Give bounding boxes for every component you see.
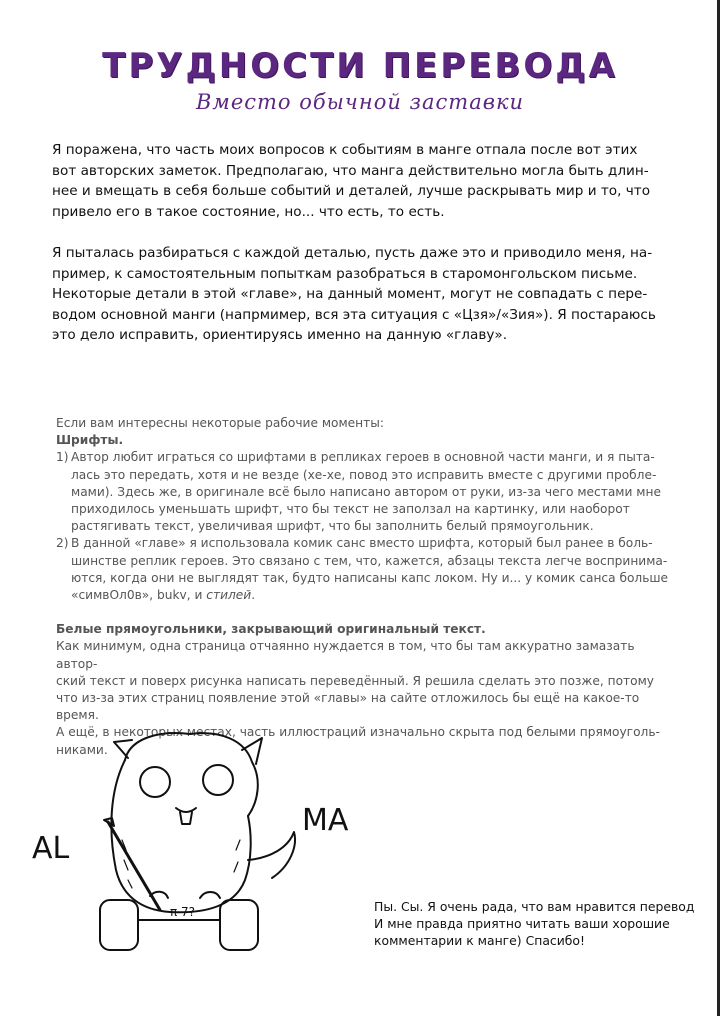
notes-lead: Если вам интересны некоторые рабочие моменты: — [56, 416, 384, 430]
notes-item-1 — [56, 449, 676, 535]
notes-line: Как минимум, одна страница отчаянно нуждается в том, что бы там аккуратно замазать автор- — [56, 639, 635, 671]
intro-line: Я поражена, что часть моих вопросов к событиям в манге отпала после вот этих — [52, 142, 638, 158]
notes-line-suffix: . — [251, 588, 256, 603]
intro-line: водом основной манги (напрмимер, вся эта ситуация с «Цзя»/«Зия»). Я постараюсь — [52, 306, 656, 323]
cat-left-foot — [100, 900, 138, 950]
ps-line: И мне правда приятно читать ваши хорошие — [374, 916, 670, 932]
notes-line-prefix: «симвОл0в», bukv, и — [71, 588, 207, 603]
intro-paragraph-2 — [52, 243, 682, 346]
notes-item-2 — [56, 535, 676, 604]
postscript-note — [374, 898, 704, 950]
work-notes — [56, 415, 676, 759]
sketch-letters-right: MA — [302, 803, 349, 838]
fonts-heading: Шрифты. — [56, 433, 124, 448]
pad-scribble: π 7? — [170, 905, 196, 919]
notes-line: ются, когда они не выглядят так, будто написаны капс локом. Ну и... у комик санса больше — [71, 570, 669, 585]
cat-body-outline — [111, 760, 250, 912]
item-number: 1) — [56, 450, 69, 465]
notes-gap — [56, 604, 676, 621]
notes-line: мами). Здесь же, в оригинале всё было написано автором от руки, из-за чего местами мне — [71, 484, 661, 499]
cat-tail — [248, 832, 295, 878]
intro-text — [52, 140, 682, 367]
intro-paragraph-1 — [52, 140, 682, 222]
fur-hatching — [122, 840, 240, 888]
notes-line: Автор любит играться со шрифтами в репликах героев в основной части манги, и я пыта- — [71, 450, 655, 465]
intro-line: нее и вмещать в себя больше событий и деталей, лучше раскрывать мир и то, что — [52, 183, 651, 200]
notes-line: что из-за этих страниц появление этой «главы» на сайте отложилось бы ещё на какое-то — [56, 691, 640, 706]
notes-line: лась это передать, хотя и не везде (хе-хе, повод это исправить вместе с другими пробле- — [71, 467, 657, 482]
notes-line: А ещё, в некоторых местах, часть иллюстраций изначально скрыта под белыми прямоуголь- — [56, 725, 660, 740]
notes-line-italic: стилей — [206, 588, 252, 603]
notes-line: никами. — [56, 742, 108, 757]
page-title: ТРУДНОСТИ ПЕРЕВОДА — [102, 46, 618, 86]
intro-line: пример, к самостоятельным попыткам разобраться в старомонгольском письме. — [52, 265, 638, 282]
notes-line: шинстве реплик героев. Это связано с тем, что, кажется, абзацы текста легче воспринима- — [71, 553, 668, 568]
intro-line: Некоторые детали в этой «главе», на данный момент, могут не совпадать с пере- — [52, 286, 648, 303]
notes-line: В данной «главе» я использовала комик санс вместо шрифта, который был ранее в боль- — [71, 536, 653, 551]
ps-line: Пы. Сы. Я очень рада, что вам нравится перевод — [374, 899, 695, 914]
sketch-letters-left: AL — [32, 831, 70, 866]
notes-line: растягивать текст, увеличивая шрифт, что бы заполнить белый прямоугольник. — [71, 519, 594, 534]
intro-line: вот авторских заметок. Предполагаю, что манга действительно могла быть длин- — [52, 162, 649, 179]
cat-left-eye — [140, 767, 170, 797]
cat-sketch-illustration — [30, 720, 370, 960]
notes-line: приходилось уменьшать шрифт, что бы текст не заползал на картинку, или наоборот — [71, 502, 630, 517]
cat-right-foot — [220, 900, 258, 950]
cat-mouth — [176, 808, 196, 812]
cat-head-outline — [125, 733, 258, 816]
intro-line: привело его в такое состояние, но... что есть, то есть. — [52, 203, 445, 220]
notes-line-last — [71, 588, 255, 602]
item-number: 2) — [56, 536, 69, 551]
intro-line: Я пыталась разбираться с каждой деталью, пусть даже это и приводило меня, на- — [52, 244, 653, 261]
page-subtitle: Вместо обычной заставки — [195, 90, 525, 114]
notes-line: ский текст и поверх рисунка написать переведённый. Я решила сделать это позже, потому — [56, 673, 655, 688]
rectangles-heading: Белые прямоугольники, закрывающий оригинальный текст. — [56, 622, 486, 637]
cat-tongue — [180, 812, 192, 824]
cat-right-eye — [203, 765, 233, 795]
notes-line: время. — [56, 708, 99, 723]
intro-line: это дело исправить, ориентируясь именно на данную «главу». — [52, 327, 508, 344]
ps-line: комментарии к манге) Спасибо! — [374, 933, 585, 949]
cat-right-paw — [200, 892, 220, 898]
